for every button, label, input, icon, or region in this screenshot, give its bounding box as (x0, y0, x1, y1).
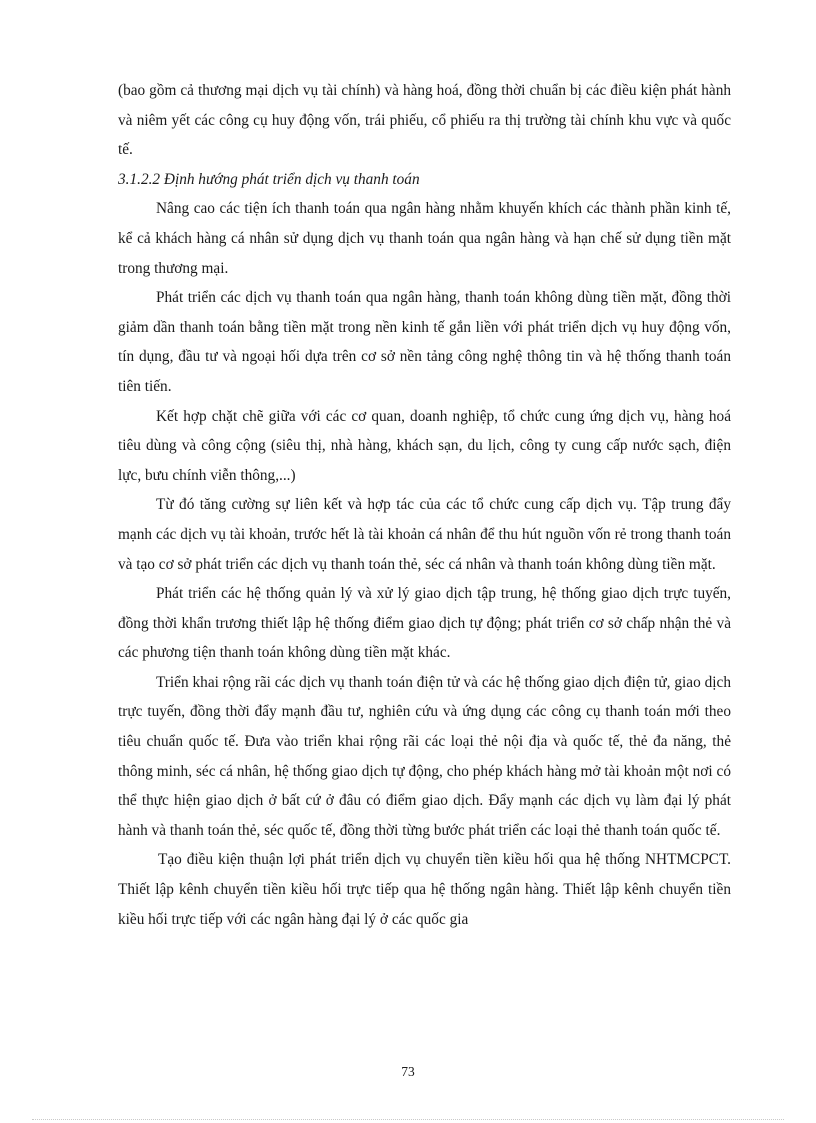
section-heading: 3.1.2.2 Định hướng phát triển dịch vụ thanh toán (118, 170, 420, 188)
paragraph: Từ đó tăng cường sự liên kết và hợp tác của các tổ chức cung cấp dịch vụ. Tập trung đẩy mạnh các dịch vụ tài khoản, trước hết là tài khoản cá nhân để thu hút nguồn vốn rẻ trong thanh toán và tạo cơ sở phát triển các dịch vụ thanh toán thẻ, séc cá nhân và thanh toán không dùng tiền mặt. (118, 496, 731, 573)
paragraph: Tạo điều kiện thuận lợi phát triển dịch vụ chuyển tiền kiều hối qua hệ thống NHTMCPCT. Thiết lập kênh chuyển tiền kiều hối trực tiếp qua hệ thống ngân hàng. Thiết lập kênh chuyển tiền kiều hối trực tiếp với các ngân hàng đại lý ở các quốc gia (118, 851, 731, 928)
paragraph: Phát triển các dịch vụ thanh toán qua ngân hàng, thanh toán không dùng tiền mặt, đồng thời giảm dần thanh toán bằng tiền mặt trong nền kinh tế gắn liền với phát triển dịch vụ huy động vốn, tín dụng, đầu tư và ngoại hối dựa trên cơ sở nền tảng công nghệ thông tin và hệ thống thanh toán tiên tiến. (118, 289, 731, 395)
paragraph: Kết hợp chặt chẽ giữa với các cơ quan, doanh nghiệp, tổ chức cung ứng dịch vụ, hàng hoá tiêu dùng và công cộng (siêu thị, nhà hàng, khách sạn, du lịch, công ty cung cấp nước sạch, điện lực, bưu chính viễn thông,...) (118, 407, 731, 484)
page-bottom-rule (32, 1119, 784, 1120)
page-number: 73 (401, 1064, 415, 1079)
paragraph: Triển khai rộng rãi các dịch vụ thanh toán điện tử và các hệ thống giao dịch điện tử, giao dịch trực tuyến, đồng thời đẩy mạnh đầu tư, nghiên cứu và ứng dụng các công cụ thanh toán mới theo tiêu chuẩn quốc tế. Đưa vào triển khai rộng rãi các loại thẻ nội địa và quốc tế, thẻ đa năng, thẻ thông minh, séc cá nhân, hệ thống giao dịch tự động, cho phép khách hàng mở tài khoản một nơi có thể thực hiện giao dịch ở bất cứ ở đâu có điểm giao dịch. Đẩy mạnh các dịch vụ làm đại lý phát hành và thanh toán thẻ, séc quốc tế, đồng thời từng bước phát triển các loại thẻ thanh toán quốc tế. (118, 673, 731, 839)
page-body (118, 76, 731, 934)
paragraph: Nâng cao các tiện ích thanh toán qua ngân hàng nhằm khuyến khích các thành phần kinh tế, kể cả khách hàng cá nhân sử dụng dịch vụ thanh toán qua ngân hàng và hạn chế sử dụng tiền mặt trong thương mại. (118, 200, 731, 277)
paragraph-continuation: (bao gồm cả thương mại dịch vụ tài chính) và hàng hoá, đồng thời chuẩn bị các điều kiện phát hành và niêm yết các công cụ huy động vốn, trái phiếu, cổ phiếu ra thị trường tài chính khu vực và quốc tế. (118, 82, 731, 159)
paragraph: Phát triển các hệ thống quản lý và xử lý giao dịch tập trung, hệ thống giao dịch trực tuyến, đồng thời khẩn trương thiết lập hệ thống điểm giao dịch tự động; phát triển cơ sở chấp nhận thẻ và các phương tiện thanh toán không dùng tiền mặt khác. (118, 585, 731, 662)
